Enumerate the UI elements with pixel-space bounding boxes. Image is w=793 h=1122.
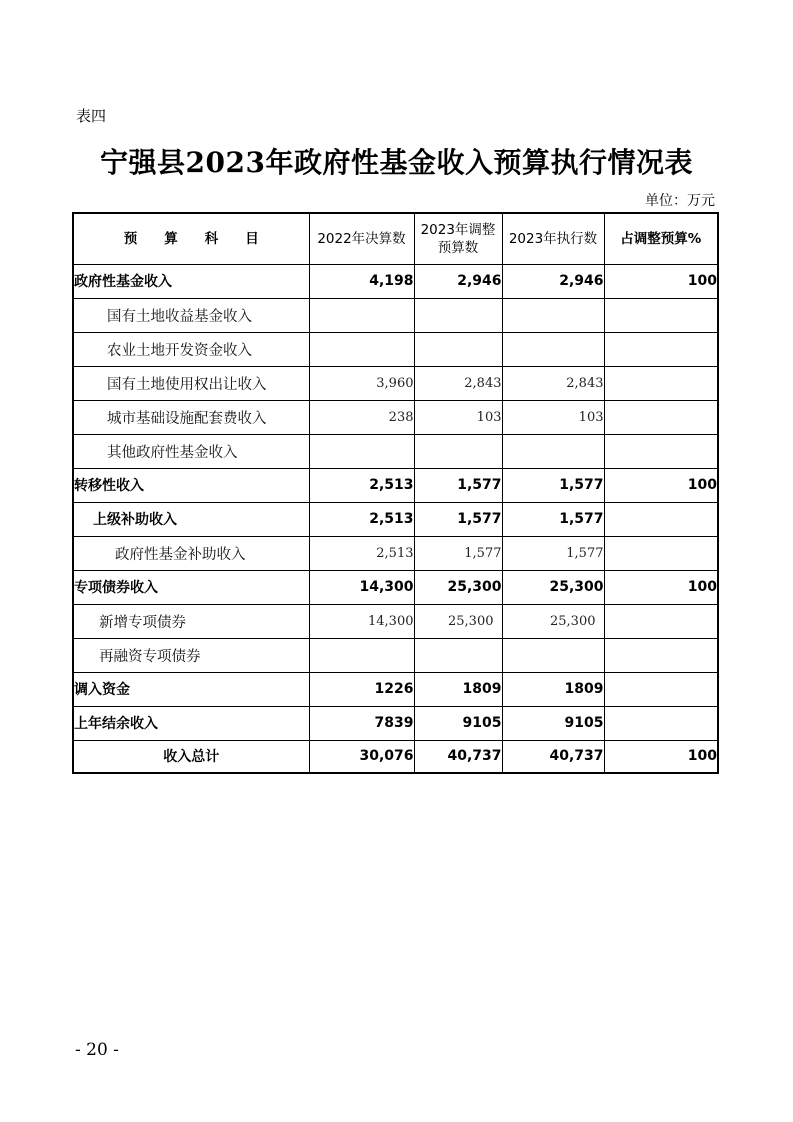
pct-of-adjusted-value [604, 604, 718, 638]
row-land-use-rights-transfer [73, 366, 718, 400]
final-2022-value [309, 434, 414, 468]
unit-label: 单位：万元 [645, 193, 715, 209]
adjusted-2023-value: 25,300 [414, 604, 502, 638]
executed-2023-value: 25,300 [502, 604, 604, 638]
pct-of-adjusted-value [604, 706, 718, 740]
adjusted-2023-value: 1809 [414, 672, 502, 706]
final-2022-value: 2,513 [309, 502, 414, 536]
adjusted-2023-value [414, 332, 502, 366]
adjusted-2023-value: 40,737 [414, 740, 502, 773]
adjusted-2023-value: 25,300 [414, 570, 502, 604]
executed-2023-value: 40,737 [502, 740, 604, 773]
executed-2023-value: 2,843 [502, 366, 604, 400]
row-government-fund-income [73, 264, 718, 298]
row-label: 城市基础设施配套费收入 [73, 400, 309, 434]
adjusted-2023-value [414, 638, 502, 672]
adjusted-2023-value: 103 [414, 400, 502, 434]
row-prior-year-surplus [73, 706, 718, 740]
row-total-income [73, 740, 718, 773]
final-2022-value [309, 638, 414, 672]
header-adjusted-2023-line1: 2023年调整 [420, 221, 496, 238]
row-label: 其他政府性基金收入 [73, 434, 309, 468]
row-label: 转移性收入 [73, 468, 309, 502]
row-urban-infrastructure-fee [73, 400, 718, 434]
adjusted-2023-value: 2,946 [414, 264, 502, 298]
row-label: 政府性基金收入 [73, 264, 309, 298]
pct-of-adjusted-value [604, 298, 718, 332]
table-header-row [73, 213, 718, 264]
header-adjusted-2023-line2: 预算数 [437, 239, 479, 256]
pct-of-adjusted-value: 100 [604, 264, 718, 298]
adjusted-2023-value [414, 298, 502, 332]
final-2022-value [309, 332, 414, 366]
adjusted-2023-value: 1,577 [414, 536, 502, 570]
pct-of-adjusted-value: 100 [604, 570, 718, 604]
row-label: 农业土地开发资金收入 [73, 332, 309, 366]
pct-of-adjusted-value [604, 536, 718, 570]
pct-of-adjusted-value [604, 672, 718, 706]
executed-2023-value: 25,300 [502, 570, 604, 604]
row-refinancing-special-bonds [73, 638, 718, 672]
row-label: 上年结余收入 [73, 706, 309, 740]
row-agricultural-land-development-fund [73, 332, 718, 366]
executed-2023-value [502, 332, 604, 366]
final-2022-value: 14,300 [309, 604, 414, 638]
executed-2023-value [502, 298, 604, 332]
adjusted-2023-value: 9105 [414, 706, 502, 740]
row-new-special-bonds [73, 604, 718, 638]
header-pct-of-adjusted: 占调整预算% [604, 213, 718, 264]
final-2022-value: 4,198 [309, 264, 414, 298]
row-transfer-income [73, 468, 718, 502]
executed-2023-value: 1809 [502, 672, 604, 706]
final-2022-value: 2,513 [309, 536, 414, 570]
pct-of-adjusted-value: 100 [604, 468, 718, 502]
row-label: 上级补助收入 [73, 502, 309, 536]
executed-2023-value: 1,577 [502, 536, 604, 570]
pct-of-adjusted-value [604, 366, 718, 400]
adjusted-2023-value: 1,577 [414, 468, 502, 502]
executed-2023-value: 9105 [502, 706, 604, 740]
final-2022-value: 30,076 [309, 740, 414, 773]
executed-2023-value [502, 434, 604, 468]
pct-of-adjusted-value [604, 638, 718, 672]
row-label: 再融资专项债券 [73, 638, 309, 672]
row-label: 国有土地使用权出让收入 [73, 366, 309, 400]
executed-2023-value: 103 [502, 400, 604, 434]
adjusted-2023-value: 2,843 [414, 366, 502, 400]
final-2022-value: 14,300 [309, 570, 414, 604]
header-adjusted-2023 [414, 213, 502, 264]
row-label: 专项债券收入 [73, 570, 309, 604]
budget-execution-table [72, 212, 719, 774]
final-2022-value: 2,513 [309, 468, 414, 502]
row-label: 政府性基金补助收入 [73, 536, 309, 570]
final-2022-value: 238 [309, 400, 414, 434]
row-label: 新增专项债券 [73, 604, 309, 638]
page-title: 宁强县2023年政府性基金收入预算执行情况表 [100, 146, 693, 179]
executed-2023-value: 1,577 [502, 502, 604, 536]
pct-of-adjusted-value [604, 434, 718, 468]
final-2022-value: 3,960 [309, 366, 414, 400]
pct-of-adjusted-value [604, 502, 718, 536]
executed-2023-value: 1,577 [502, 468, 604, 502]
final-2022-value: 1226 [309, 672, 414, 706]
row-label: 国有土地收益基金收入 [73, 298, 309, 332]
row-higher-level-subsidy [73, 502, 718, 536]
row-transferred-funds [73, 672, 718, 706]
page-number: - 20 - [75, 1040, 119, 1060]
row-government-fund-subsidy [73, 536, 718, 570]
row-label: 调入资金 [73, 672, 309, 706]
row-state-land-revenue-fund [73, 298, 718, 332]
pct-of-adjusted-value [604, 332, 718, 366]
executed-2023-value [502, 638, 604, 672]
header-subject: 预 算 科 目 [73, 213, 309, 264]
header-final-2022: 2022年决算数 [309, 213, 414, 264]
executed-2023-value: 2,946 [502, 264, 604, 298]
row-special-bond-income [73, 570, 718, 604]
pct-of-adjusted-value: 100 [604, 740, 718, 773]
header-executed-2023: 2023年执行数 [502, 213, 604, 264]
adjusted-2023-value: 1,577 [414, 502, 502, 536]
row-label: 收入总计 [73, 740, 309, 773]
final-2022-value [309, 298, 414, 332]
adjusted-2023-value [414, 434, 502, 468]
row-other-government-fund [73, 434, 718, 468]
table-number-label: 表四 [76, 107, 107, 125]
final-2022-value: 7839 [309, 706, 414, 740]
pct-of-adjusted-value [604, 400, 718, 434]
